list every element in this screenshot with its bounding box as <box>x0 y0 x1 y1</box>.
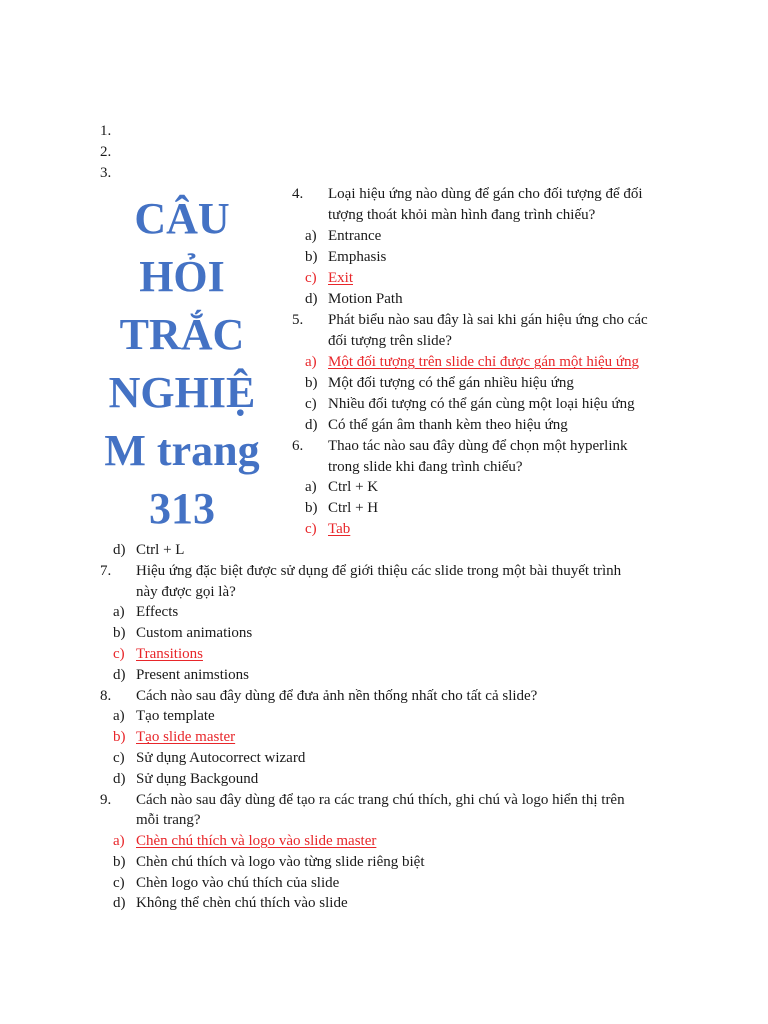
option-text: Tạo template <box>136 708 215 724</box>
option-letter: b) <box>305 500 318 516</box>
question-number: 5. <box>292 312 304 328</box>
empty-item-2: 2. <box>100 144 112 160</box>
question-number: 6. <box>292 438 304 454</box>
option-text: Chèn chú thích và logo vào từng slide riêng biệt <box>136 854 425 870</box>
title-line: TRẮC <box>119 310 245 359</box>
option-text: Present animstions <box>136 667 249 683</box>
question-text: tượng thoát khỏi màn hình đang trình chiếu? <box>328 207 596 223</box>
option-letter-correct: c) <box>305 521 317 537</box>
option-letter-correct: a) <box>305 354 317 370</box>
option-letter: d) <box>305 417 318 433</box>
option-letter: a) <box>305 228 317 244</box>
option-letter: a) <box>305 479 317 495</box>
option-text: Entrance <box>328 228 382 244</box>
option-letter: d) <box>113 667 126 683</box>
title-line: HỎI <box>139 252 225 301</box>
option-text-correct: Một đối tượng trên slide chỉ được gán một hiệu ứng <box>328 354 640 370</box>
option-text: Emphasis <box>328 249 387 265</box>
question-text: Loại hiệu ứng nào dùng để gán cho đối tượng để đối <box>328 186 643 202</box>
option-letter: d) <box>305 291 318 307</box>
option-letter: b) <box>113 854 126 870</box>
question-text: Cách nào sau đây dùng để đưa ảnh nền thống nhất cho tất cả slide? <box>136 688 538 704</box>
option-letter: b) <box>305 249 318 265</box>
question-text: trong slide khi đang trình chiếu? <box>328 459 523 475</box>
option-text: Một đối tượng có thể gán nhiều hiệu ứng <box>328 375 574 391</box>
option-text: Sử dụng Backgound <box>136 771 259 787</box>
option-text: Ctrl + K <box>328 479 379 495</box>
option-letter: d) <box>113 542 126 558</box>
option-letter: a) <box>113 604 125 620</box>
question-number: 8. <box>100 688 112 704</box>
option-text-correct: Tạo slide master <box>136 729 236 745</box>
option-text-correct: Tab <box>328 521 351 537</box>
question-text: Phát biểu nào sau đây là sai khi gán hiệu ứng cho các <box>328 312 648 328</box>
option-letter: d) <box>113 771 126 787</box>
option-letter: d) <box>113 895 126 911</box>
question-text: Thao tác nào sau đây dùng để chọn một hyperlink <box>328 438 628 454</box>
option-text: Ctrl + L <box>136 542 185 558</box>
question-text: này được gọi là? <box>136 584 236 600</box>
title-line: M trang <box>104 426 260 475</box>
option-text-correct: Transitions <box>136 646 203 662</box>
option-letter-correct: c) <box>113 646 125 662</box>
option-letter-correct: a) <box>113 833 125 849</box>
question-text: Cách nào sau đây dùng để tạo ra các trang chú thích, ghi chú và logo hiển thị trên <box>136 792 625 808</box>
document-title <box>96 190 268 538</box>
option-text-correct: Exit <box>328 270 353 286</box>
question-text: mỗi trang? <box>136 812 201 828</box>
option-text: Có thể gán âm thanh kèm theo hiệu ứng <box>328 417 568 433</box>
title-line: 313 <box>149 484 215 533</box>
question-number: 4. <box>292 186 304 202</box>
empty-item-3: 3. <box>100 165 112 181</box>
option-letter: c) <box>113 750 125 766</box>
question-text: Hiệu ứng đặc biệt được sử dụng để giới thiệu các slide trong một bài thuyết trình <box>136 563 622 579</box>
option-letter: b) <box>305 375 318 391</box>
option-text: Effects <box>136 604 179 620</box>
option-text: Sử dụng Autocorrect wizard <box>136 750 306 766</box>
option-letter-correct: b) <box>113 729 126 745</box>
question-number: 9. <box>100 792 112 808</box>
option-text-correct: Chèn chú thích và logo vào slide master <box>136 833 377 849</box>
option-text: Motion Path <box>328 291 403 307</box>
option-letter: c) <box>305 396 317 412</box>
option-text: Custom animations <box>136 625 253 641</box>
option-letter: b) <box>113 625 126 641</box>
option-letter-correct: c) <box>305 270 317 286</box>
title-line: NGHIỆ <box>108 368 256 417</box>
question-number: 7. <box>100 563 112 579</box>
option-letter: c) <box>113 875 125 891</box>
option-text: Nhiều đối tượng có thể gán cùng một loại hiệu ứng <box>328 396 635 412</box>
title-line: CÂU <box>134 194 230 243</box>
question-text: đối tượng trên slide? <box>328 333 452 349</box>
option-text: Ctrl + H <box>328 500 379 516</box>
empty-item-1: 1. <box>100 123 112 139</box>
option-letter: a) <box>113 708 125 724</box>
option-text: Không thể chèn chú thích vào slide <box>136 895 348 911</box>
option-text: Chèn logo vào chú thích của slide <box>136 875 340 891</box>
